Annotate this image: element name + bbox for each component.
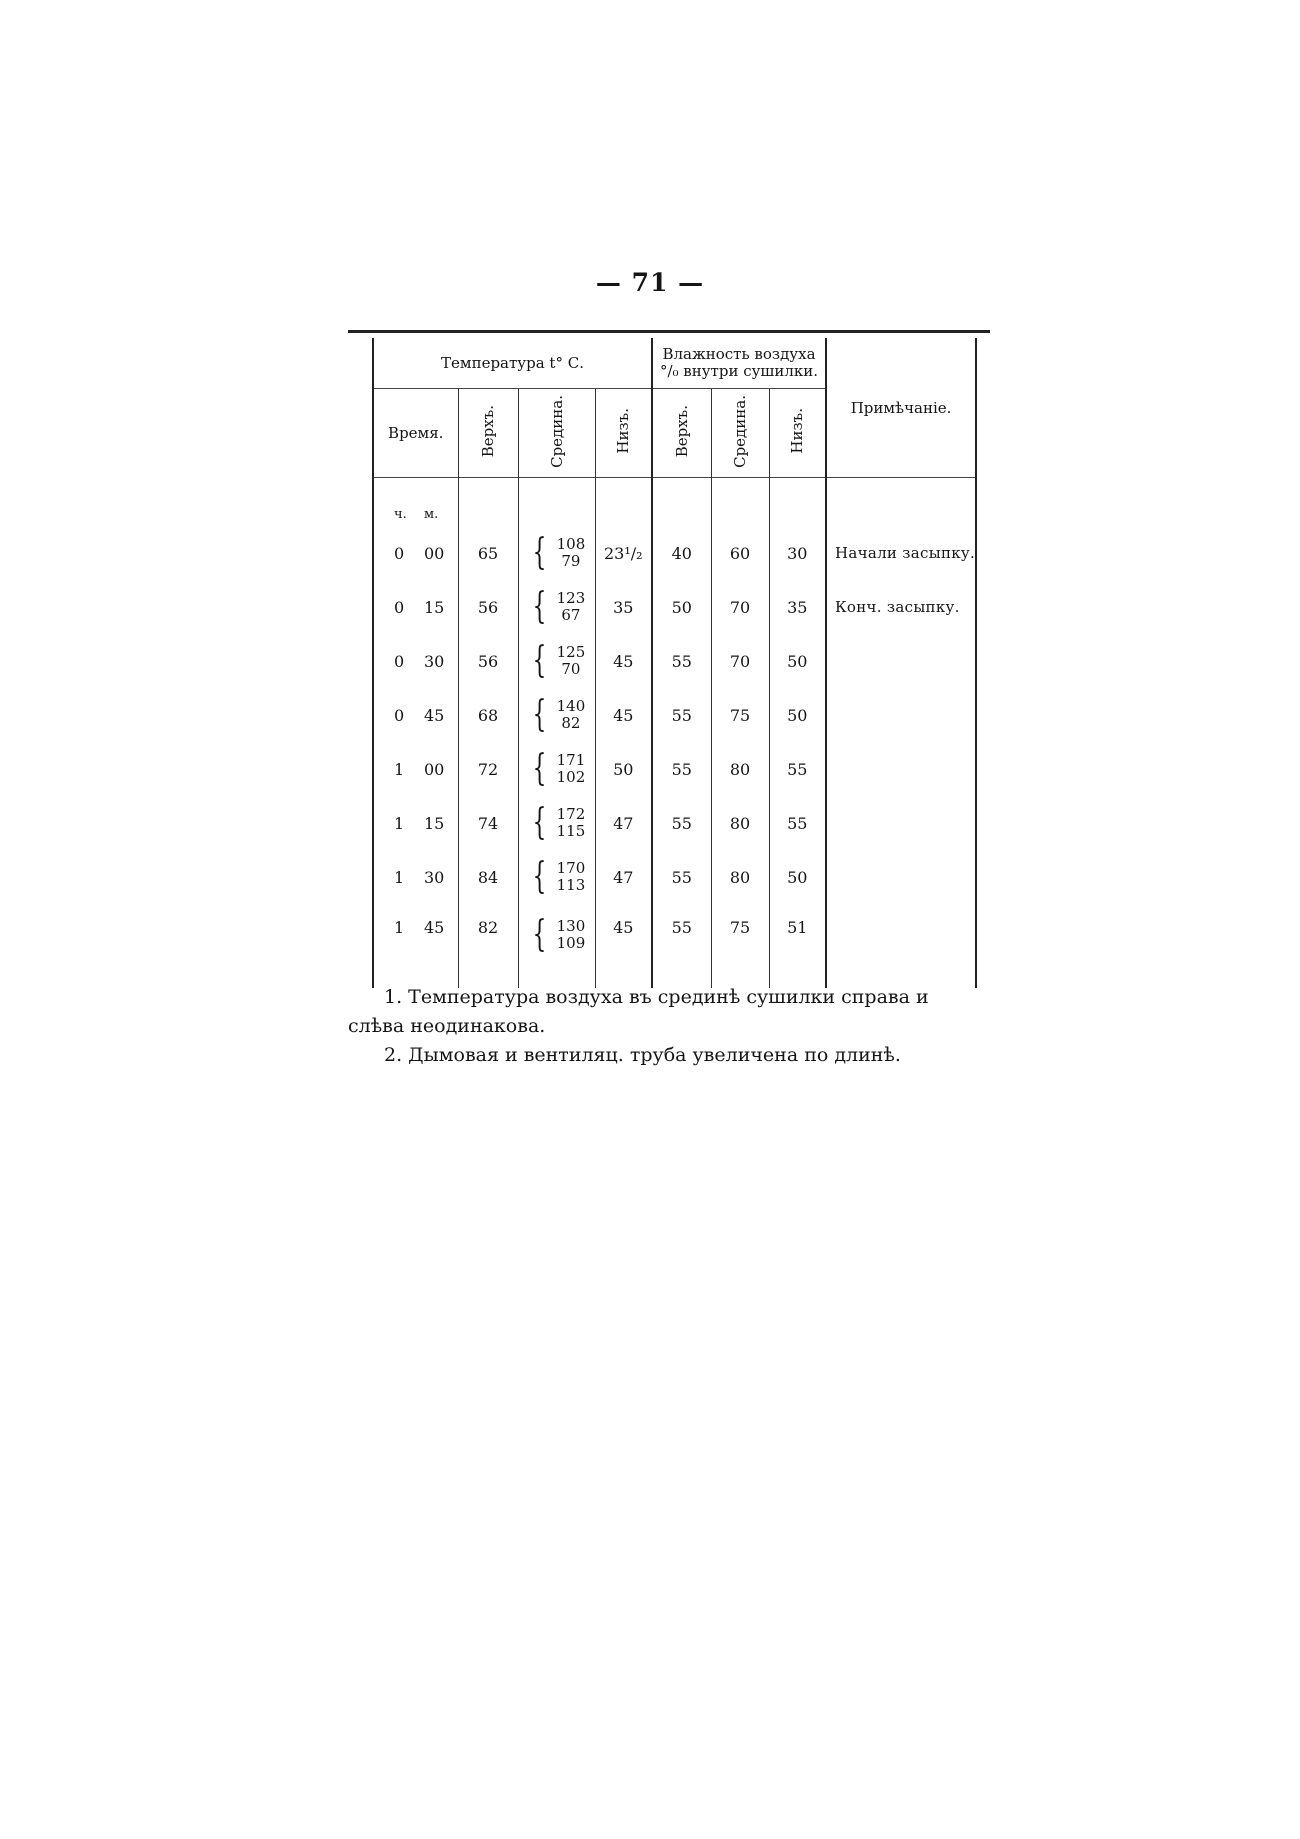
temp-top-cell: 82 [458, 904, 518, 988]
temp-bottom-cell: 45 [595, 634, 652, 688]
time-cell [373, 688, 458, 742]
table-row [373, 688, 976, 742]
hum-top-label: Верхъ. [672, 404, 691, 458]
hum-bottom-cell: 55 [769, 796, 826, 850]
time-cell [373, 634, 458, 688]
temp-middle-left: 79 [561, 552, 581, 570]
page-number: — 71 — [595, 268, 705, 297]
temp-middle-right: 172 [556, 805, 586, 823]
hum-bottom-cell: 30 [769, 526, 826, 580]
temp-bottom-cell: 50 [595, 742, 652, 796]
time-cell [373, 526, 458, 580]
drying-table [372, 338, 977, 988]
temp-middle-cell [518, 796, 595, 850]
hum-bottom-cell: 50 [769, 688, 826, 742]
temp-middle-left: 113 [556, 876, 586, 894]
temp-bottom-cell: 45 [595, 688, 652, 742]
hum-top-cell: 55 [652, 904, 711, 988]
time-hours: 0 [394, 543, 405, 563]
time-minutes: 00 [424, 759, 445, 779]
remark-header: Примѣчаніе. [826, 338, 976, 478]
hum-top-cell: 55 [652, 850, 711, 904]
table-row [373, 850, 976, 904]
hum-middle-cell: 80 [711, 796, 769, 850]
hum-top-cell: 40 [652, 526, 711, 580]
hum-middle-cell: 75 [711, 688, 769, 742]
brace-icon: { [532, 748, 547, 789]
time-units [373, 478, 458, 527]
temp-bottom-cell: 35 [595, 580, 652, 634]
hum-middle-cell: 80 [711, 742, 769, 796]
temp-top-header [458, 389, 518, 478]
remark-cell [826, 634, 976, 688]
drying-table-wrapper [372, 338, 977, 988]
table-row [373, 526, 976, 580]
hum-middle-cell: 80 [711, 850, 769, 904]
hum-top-cell: 55 [652, 688, 711, 742]
table-row [373, 904, 976, 988]
temp-top-cell: 65 [458, 526, 518, 580]
remark-cell [826, 796, 976, 850]
temp-top-cell: 84 [458, 850, 518, 904]
brace-icon: { [532, 856, 547, 897]
hum-bottom-cell: 50 [769, 634, 826, 688]
temp-middle-right: 140 [556, 697, 586, 715]
temp-top-label: Верхъ. [479, 404, 497, 458]
temp-middle-cell [518, 580, 595, 634]
hum-middle-cell: 70 [711, 634, 769, 688]
time-minutes: 00 [424, 543, 445, 563]
time-cell [373, 850, 458, 904]
time-minutes: 45 [424, 918, 445, 937]
hum-middle-cell: 75 [711, 904, 769, 988]
time-cell [373, 796, 458, 850]
brace-icon: { [532, 640, 547, 681]
temp-middle-cell [518, 850, 595, 904]
temp-middle-cell [518, 742, 595, 796]
hours-unit: ч. [394, 507, 407, 522]
time-hours: 0 [394, 597, 405, 617]
time-cell [373, 742, 458, 796]
temp-middle-left: 109 [556, 934, 586, 952]
temp-middle-cell [518, 634, 595, 688]
temp-middle-right: 108 [556, 535, 586, 553]
temp-middle-right: 125 [556, 643, 586, 661]
remark-cell: Конч. засыпку. [826, 580, 976, 634]
footnote-1: 1. Температура воздуха въ срединѣ сушилки справа и слѣва неодинакова. [348, 986, 929, 1037]
temp-middle-right: 170 [556, 859, 586, 877]
remark-cell [826, 742, 976, 796]
table-row [373, 580, 976, 634]
hum-bottom-cell: 55 [769, 742, 826, 796]
remark-cell [826, 850, 976, 904]
temp-top-cell: 68 [458, 688, 518, 742]
temp-middle-cell [518, 526, 595, 580]
hum-bottom-cell: 35 [769, 580, 826, 634]
table-row [373, 796, 976, 850]
hum-top-header [652, 389, 711, 478]
temp-bottom-cell: 47 [595, 796, 652, 850]
remark-cell [826, 904, 976, 988]
temp-middle-cell [518, 688, 595, 742]
hum-bottom-label: Низъ. [788, 408, 807, 454]
temp-middle-left: 70 [561, 660, 581, 678]
temp-bottom-cell: 47 [595, 850, 652, 904]
table-row [373, 634, 976, 688]
temp-bottom-cell: 45 [595, 904, 652, 988]
time-hours: 0 [394, 705, 405, 725]
temp-bottom-cell: 23¹/₂ [595, 526, 652, 580]
hum-middle-cell: 60 [711, 526, 769, 580]
top-rule [348, 330, 990, 333]
brace-icon: { [532, 802, 547, 843]
hum-top-cell: 55 [652, 742, 711, 796]
temp-middle-right: 171 [556, 751, 586, 769]
minutes-unit: м. [424, 507, 439, 522]
remark-cell: Начали засыпку. [826, 526, 976, 580]
time-hours: 1 [394, 759, 405, 779]
hum-bottom-cell: 51 [769, 904, 826, 988]
table-row [373, 742, 976, 796]
hum-top-cell: 55 [652, 796, 711, 850]
time-cell [373, 904, 458, 988]
time-header: Время. [373, 389, 458, 478]
temp-bottom-header [595, 389, 652, 478]
table-body [373, 526, 976, 988]
temp-middle-header [518, 389, 595, 478]
time-hours: 0 [394, 651, 405, 671]
hum-middle-header [711, 389, 769, 478]
hum-top-cell: 50 [652, 580, 711, 634]
time-minutes: 30 [424, 651, 445, 671]
temp-top-cell: 56 [458, 580, 518, 634]
time-cell [373, 580, 458, 634]
remark-cell [826, 688, 976, 742]
temp-middle-left: 82 [561, 714, 581, 732]
brace-icon: { [532, 532, 547, 573]
time-minutes: 15 [424, 813, 445, 833]
temp-middle-left: 67 [561, 606, 581, 624]
hum-middle-label: Средина. [731, 394, 749, 468]
temp-middle-label: Средина. [547, 394, 566, 468]
footnotes [348, 983, 990, 1070]
brace-icon: { [532, 694, 547, 735]
brace-icon: { [532, 914, 547, 955]
temp-bottom-label: Низъ. [614, 408, 633, 454]
brace-icon: { [532, 586, 547, 627]
hum-bottom-cell: 50 [769, 850, 826, 904]
humidity-group-header [652, 338, 826, 389]
temp-middle-cell [518, 904, 595, 988]
hum-middle-cell: 70 [711, 580, 769, 634]
temp-middle-left: 115 [556, 822, 586, 840]
hum-bottom-header [769, 389, 826, 478]
time-hours: 1 [394, 867, 405, 887]
temp-top-cell: 56 [458, 634, 518, 688]
temp-middle-left: 102 [556, 768, 586, 786]
humidity-header-line2: °/₀ внутри сушилки. [659, 362, 819, 380]
time-hours: 1 [394, 813, 405, 833]
temp-top-cell: 74 [458, 796, 518, 850]
temperature-group-header: Температура t° С. [373, 338, 652, 389]
time-minutes: 15 [424, 597, 445, 617]
time-minutes: 45 [424, 705, 445, 725]
footnote-2: 2. Дымовая и вентиляц. труба увеличена по длинѣ. [384, 1044, 901, 1066]
time-hours: 1 [394, 918, 405, 937]
hum-top-cell: 55 [652, 634, 711, 688]
temp-middle-right: 130 [556, 917, 586, 935]
humidity-header-line1: Влажность воздуха [662, 345, 816, 363]
temp-top-cell: 72 [458, 742, 518, 796]
time-minutes: 30 [424, 867, 445, 887]
temp-middle-right: 123 [556, 589, 586, 607]
